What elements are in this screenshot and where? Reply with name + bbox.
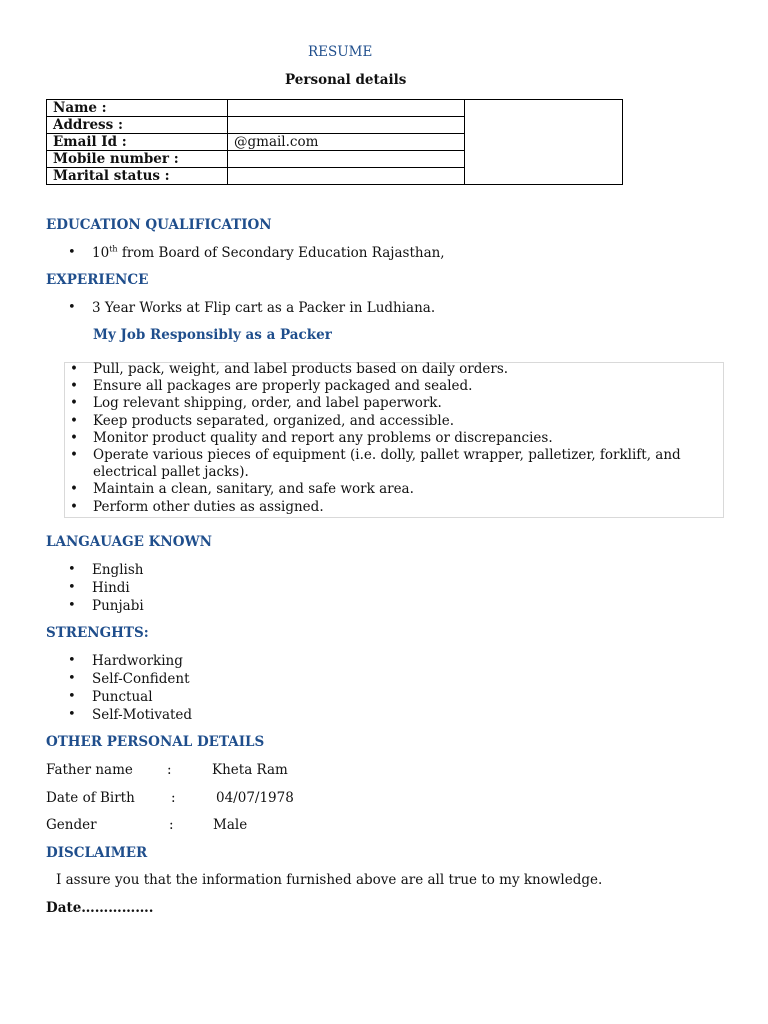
list-item: [46, 579, 144, 597]
education-item-prefix: 10: [92, 245, 110, 261]
mobile-label: Mobile number :: [47, 151, 228, 168]
address-label: Address :: [47, 117, 228, 134]
education-list: [46, 244, 445, 262]
bullet-icon: •: [68, 245, 76, 260]
list-item: [46, 299, 435, 317]
bullet-icon: •: [70, 395, 78, 412]
bullet-icon: •: [70, 378, 78, 395]
strength-item: Self-Motivated: [92, 707, 193, 723]
list-item: [64, 447, 724, 481]
strength-item: Punctual: [92, 689, 153, 705]
dob-separator: :: [171, 790, 176, 806]
list-item: [64, 481, 724, 498]
bullet-icon: •: [70, 481, 78, 498]
bullet-icon: •: [70, 447, 78, 464]
list-item: [46, 652, 192, 670]
list-item: [64, 499, 724, 516]
duty-text: Maintain a clean, sanitary, and safe work area.: [93, 481, 414, 498]
list-item: [46, 670, 192, 688]
email-label: Email Id :: [47, 134, 228, 151]
duties-list: [64, 361, 724, 516]
father-name-label: Father name: [46, 762, 133, 778]
list-item: [64, 378, 724, 395]
name-value: [228, 100, 465, 117]
bullet-icon: •: [68, 598, 76, 613]
personal-details-table: [46, 99, 623, 185]
table-row: [47, 100, 623, 117]
address-value: [228, 117, 465, 134]
personal-details-heading: Personal details: [285, 72, 407, 88]
resume-title: RESUME: [308, 44, 373, 60]
bullet-icon: •: [68, 689, 76, 704]
duty-text: Perform other duties as assigned.: [93, 498, 324, 515]
strength-item: Hardworking: [92, 653, 183, 669]
bullet-icon: •: [70, 498, 78, 515]
education-item-sup: th: [109, 244, 118, 254]
duty-text: Keep products separated, organized, and accessible.: [93, 412, 455, 429]
list-item: [46, 561, 144, 579]
gender-label: Gender: [46, 817, 97, 833]
duty-text: Operate various pieces of equipment (i.e. dolly, pallet wrapper, palletizer, forklift, and electrical pallet jacks).: [93, 447, 681, 481]
languages-list: [46, 561, 144, 615]
bullet-icon: •: [68, 671, 76, 686]
father-name-value: Kheta Ram: [212, 762, 288, 778]
experience-item: 3 Year Works at Flip cart as a Packer in Ludhiana.: [92, 300, 436, 316]
duty-text: Ensure all packages are properly packaged and sealed.: [93, 378, 473, 395]
language-item: Punjabi: [92, 598, 144, 614]
bullet-icon: •: [68, 300, 76, 315]
dob-value: 04/07/1978: [216, 790, 294, 806]
bullet-icon: •: [70, 412, 78, 429]
gender-value: Male: [213, 817, 248, 833]
duty-text: Log relevant shipping, order, and label paperwork.: [93, 395, 442, 412]
duty-text: Monitor product quality and report any problems or discrepancies.: [93, 429, 553, 446]
strength-item: Self-Confident: [92, 671, 190, 687]
date-label: Date…………….: [46, 900, 154, 916]
language-item: English: [92, 562, 144, 578]
language-item: Hindi: [92, 580, 130, 596]
duty-text: Pull, pack, weight, and label products based on daily orders.: [93, 361, 509, 377]
father-name-separator: :: [167, 762, 172, 778]
strengths-heading: STRENGHTS:: [46, 625, 149, 641]
marital-status-label: Marital status :: [47, 168, 228, 185]
list-item: [46, 706, 192, 724]
marital-status-value: [228, 168, 465, 185]
list-item: [64, 430, 724, 447]
bullet-icon: •: [68, 653, 76, 668]
bullet-icon: •: [68, 562, 76, 577]
experience-heading: EXPERIENCE: [46, 272, 149, 288]
strengths-list: [46, 652, 192, 724]
list-item: [46, 688, 192, 706]
dob-label: Date of Birth: [46, 790, 135, 806]
bullet-icon: •: [68, 707, 76, 722]
job-responsibility-heading: My Job Responsibly as a Packer: [93, 327, 332, 343]
list-item: [64, 395, 724, 412]
disclaimer-heading: DISCLAIMER: [46, 845, 148, 861]
email-value: @gmail.com: [228, 134, 465, 151]
experience-list: [46, 299, 435, 317]
list-item: [46, 244, 445, 262]
name-label: Name :: [47, 100, 228, 117]
education-item-rest: from Board of Secondary Education Rajasthan,: [117, 245, 445, 261]
mobile-value: [228, 151, 465, 168]
list-item: [64, 361, 724, 378]
education-heading: EDUCATION QUALIFICATION: [46, 217, 272, 233]
bullet-icon: •: [68, 580, 76, 595]
disclaimer-text: I assure you that the information furnished above are all true to my knowledge.: [56, 872, 603, 888]
other-details-heading: OTHER PERSONAL DETAILS: [46, 734, 265, 750]
list-item: [46, 597, 144, 615]
languages-heading: LANGAUAGE KNOWN: [46, 534, 212, 550]
photo-cell: [465, 100, 623, 185]
list-item: [64, 413, 724, 430]
gender-separator: :: [169, 817, 174, 833]
bullet-icon: •: [70, 361, 78, 377]
bullet-icon: •: [70, 429, 78, 446]
